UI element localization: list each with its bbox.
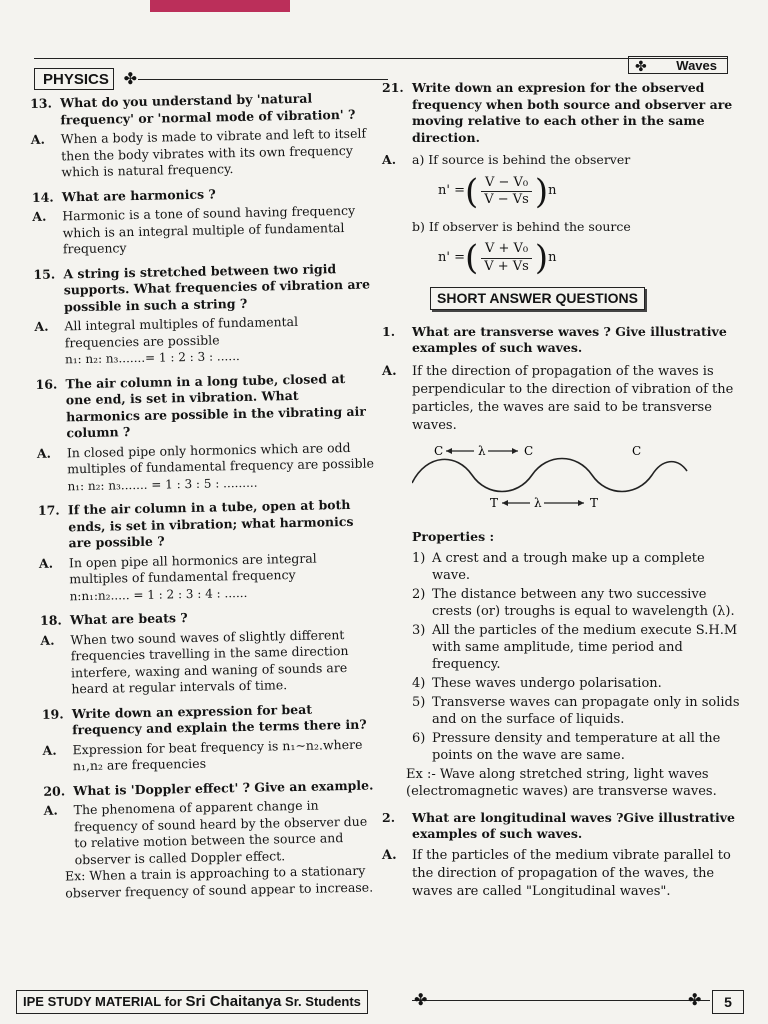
answer-16 <box>37 439 376 478</box>
properties-list <box>382 550 744 764</box>
crest-label: C <box>524 443 534 458</box>
question-text: If the air column in a tube, open at both ends, is set in vibration; what harmonics are possible ? <box>67 496 354 551</box>
property-text: Pressure density and temperature at all the points on the wave are same. <box>432 730 721 763</box>
question-number: 1. <box>382 323 396 339</box>
wave-curve <box>412 458 687 491</box>
question-text: A string is stretched between two rigid supports. What frequencies of vibration are possible in such a string ? <box>63 260 371 314</box>
frequency-ratio: n:n₁:n₂..... = 1 : 2 : 3 : 4 : ...... <box>69 585 248 603</box>
answer-18 <box>40 626 379 698</box>
answer-text: Expression for beat frequency is n₁~n₂.where n₁,n₂ are frequencies <box>72 736 363 774</box>
property-text: Transverse waves can propagate only in solids and on the surface of liquids. <box>432 694 740 727</box>
section-title: SHORT ANSWER QUESTIONS <box>430 287 645 310</box>
question-19 <box>42 700 381 739</box>
question-text: What are harmonics ? <box>61 185 216 204</box>
answer-19 <box>42 736 381 775</box>
fraction <box>480 175 533 209</box>
property-item <box>382 694 744 728</box>
right-column <box>382 80 744 901</box>
question-number: 17. <box>37 502 60 518</box>
footer-brand: Sri Chaitanya <box>185 993 282 1010</box>
example-text: Ex :- Wave along stretched string, light waves (electromagnetic waves) are transverse waves. <box>406 766 717 799</box>
formula-lhs: n' = <box>438 183 465 199</box>
answer-text: All integral multiples of fundamental frequencies are possible <box>64 313 299 350</box>
property-number: 1) <box>412 550 426 566</box>
property-number: 3) <box>412 622 426 638</box>
question-number: 19. <box>41 705 64 722</box>
short-question-2 <box>382 810 744 843</box>
answer-label: A. <box>382 847 397 863</box>
answer-text: Harmonic is a tone of sound having frequency which is an integral multiple of fundamental frequency <box>62 202 356 257</box>
numerator: V − V₀ <box>481 175 532 193</box>
property-text: All the particles of the medium execute S.H.M with same amplitude, time period and frequency. <box>432 622 738 672</box>
frequency-ratio: n₁: n₂: n₃.......= 1 : 2 : 3 : ...... <box>64 349 240 367</box>
answer-label: A. <box>38 555 54 571</box>
property-item <box>382 622 744 673</box>
crest-label: C <box>434 443 444 458</box>
fraction <box>480 241 533 275</box>
question-text: What is 'Doppler effect' ? Give an example. <box>73 777 374 798</box>
topic-label <box>628 56 728 74</box>
question-16 <box>35 370 374 442</box>
header-rule <box>34 58 728 59</box>
answer-label: A. <box>43 802 58 818</box>
short-question-1 <box>382 324 744 357</box>
formula-a <box>438 171 744 212</box>
case-a-text: a) If source is behind the observer <box>412 152 631 167</box>
question-text: What are beats ? <box>69 610 188 628</box>
page-number: 5 <box>712 990 744 1014</box>
subject-text: PHYSICS <box>43 71 109 88</box>
answer-text: If the particles of the medium vibrate parallel to the direction of propagation of the waves, the waves are called "Longitudinal waves". <box>412 847 731 899</box>
formula-b <box>438 238 744 278</box>
left-column <box>30 90 383 902</box>
denominator: V + Vs <box>484 258 529 274</box>
answer-17 <box>39 549 378 588</box>
answer-text: The phenomena of apparent change in frequency of sound heard by the observer due to relative motion between the source and observer is called Doppler effect. <box>73 797 368 867</box>
property-item <box>382 730 744 764</box>
question-text: What are longitudinal waves ?Give illustrative examples of such waves. <box>412 809 735 841</box>
question-text: What are transverse waves ? Give illustrative examples of such waves. <box>412 323 727 355</box>
answer-label: A. <box>36 445 52 461</box>
answer-20 <box>44 796 383 868</box>
formula-lhs: n' = <box>438 249 465 265</box>
footer-rule <box>412 1000 710 1001</box>
answer-21 <box>382 152 744 169</box>
answer-text: When two sound waves of slightly different frequencies travelling in the same direction interfere, waxing and waning of sounds are heard at regular intervals of time. <box>70 626 349 697</box>
paren-open: ( <box>464 238 479 278</box>
ornament-icon: ✤ <box>123 71 137 88</box>
question-number: 16. <box>35 376 58 392</box>
property-item <box>382 550 744 584</box>
footer-label <box>16 990 368 1014</box>
question-13 <box>30 90 369 129</box>
topic-text: Waves <box>676 58 717 73</box>
question-number: 13. <box>30 95 53 111</box>
question-number: 21. <box>382 80 404 95</box>
trough-label: T <box>590 495 599 510</box>
question-text: Write down an expresion for the observed frequency when both source and observer are moving relative to each other in the same direction. <box>412 80 733 145</box>
paren-open: ( <box>464 171 479 212</box>
property-item <box>382 586 744 620</box>
answer-14 <box>32 202 371 258</box>
answer-label: A. <box>40 632 55 648</box>
formula-rhs: n <box>548 249 557 265</box>
property-number: 5) <box>412 694 426 710</box>
top-color-mark <box>150 0 290 12</box>
footer-suffix: Sr. Students <box>285 994 361 1009</box>
property-text: These waves undergo polarisation. <box>432 675 662 691</box>
question-15 <box>33 260 372 316</box>
question-text: Write down an expression for beat frequency and explain the terms there in? <box>71 701 367 738</box>
trough-label: T <box>490 495 499 510</box>
lambda-label: λ <box>478 443 486 458</box>
question-number: 15. <box>33 266 56 282</box>
properties-title: Properties : <box>412 529 495 544</box>
transverse-wave-diagram <box>412 443 702 515</box>
answer-label: A. <box>30 131 46 147</box>
answer-text: In closed pipe only hormonics which are odd multiples of fundamental frequency are possible <box>66 439 375 477</box>
arrow-head-icon <box>446 448 452 454</box>
paren-close: ) <box>534 238 549 278</box>
frequency-ratio: n₁: n₂: n₃....... = 1 : 3 : 5 : ......... <box>67 475 258 493</box>
property-text: A crest and a trough make up a complete wave. <box>432 550 705 583</box>
ornament-icon: ✤ <box>414 990 428 1009</box>
answer-label: A. <box>382 152 397 167</box>
subject-label <box>34 68 137 90</box>
numerator: V + V₀ <box>481 241 532 259</box>
answer-13 <box>31 126 370 182</box>
answer-text: If the direction of propagation of the waves is perpendicular to the direction of vibration of the particles, the waves are said to be transverse waves. <box>412 363 734 433</box>
arrow-head-icon <box>502 500 508 506</box>
paren-close: ) <box>534 171 549 212</box>
answer-label: A. <box>42 742 57 758</box>
lambda-label: λ <box>534 495 542 510</box>
footer-prefix: IPE STUDY MATERIAL for <box>23 994 182 1009</box>
answer-2 <box>382 847 744 901</box>
crest-label: C <box>632 443 642 458</box>
formula-rhs: n <box>548 183 557 199</box>
question-text: What do you understand by 'natural frequency' or 'normal mode of vibration' ? <box>59 90 356 127</box>
property-number: 2) <box>412 586 426 602</box>
property-number: 4) <box>412 675 426 691</box>
answer-label: A. <box>32 208 47 224</box>
arrow-head-icon <box>578 500 584 506</box>
question-21 <box>382 80 744 146</box>
question-text: The air column in a long tube, closed at one end, is set in vibration. What harmonics are possible in the vibrating air column ? <box>65 370 367 441</box>
answer-label: A. <box>382 363 397 379</box>
case-b-text: b) If observer is behind the source <box>412 218 631 234</box>
question-number: 18. <box>39 612 62 628</box>
subject-rule <box>138 79 388 80</box>
property-number: 6) <box>412 730 426 746</box>
answer-label: A. <box>34 318 49 334</box>
question-number: 14. <box>31 189 54 205</box>
denominator: V − Vs <box>484 192 529 207</box>
answer-15 <box>34 312 373 351</box>
answer-text: When a body is made to vibrate and left to itself then the body vibrates with its own frequency which is natural frequency. <box>60 125 367 180</box>
ornament-icon: ✤ <box>688 990 702 1009</box>
question-number: 2. <box>382 809 396 825</box>
arrow-head-icon <box>512 448 518 454</box>
property-item <box>382 675 744 692</box>
example-text: Ex: When a train is approaching to a stationary observer frequency of sound appear to increase. <box>64 862 374 900</box>
property-text: The distance between any two successive crests (or) troughs is equal to wavelength (λ). <box>432 586 735 619</box>
answer-1 <box>382 363 744 435</box>
question-17 <box>38 496 377 552</box>
question-number: 20. <box>43 782 66 799</box>
answer-text: In open pipe all hormonics are integral multiples of fundamental frequency <box>68 550 317 587</box>
ornament-icon: ✤ <box>635 58 647 74</box>
